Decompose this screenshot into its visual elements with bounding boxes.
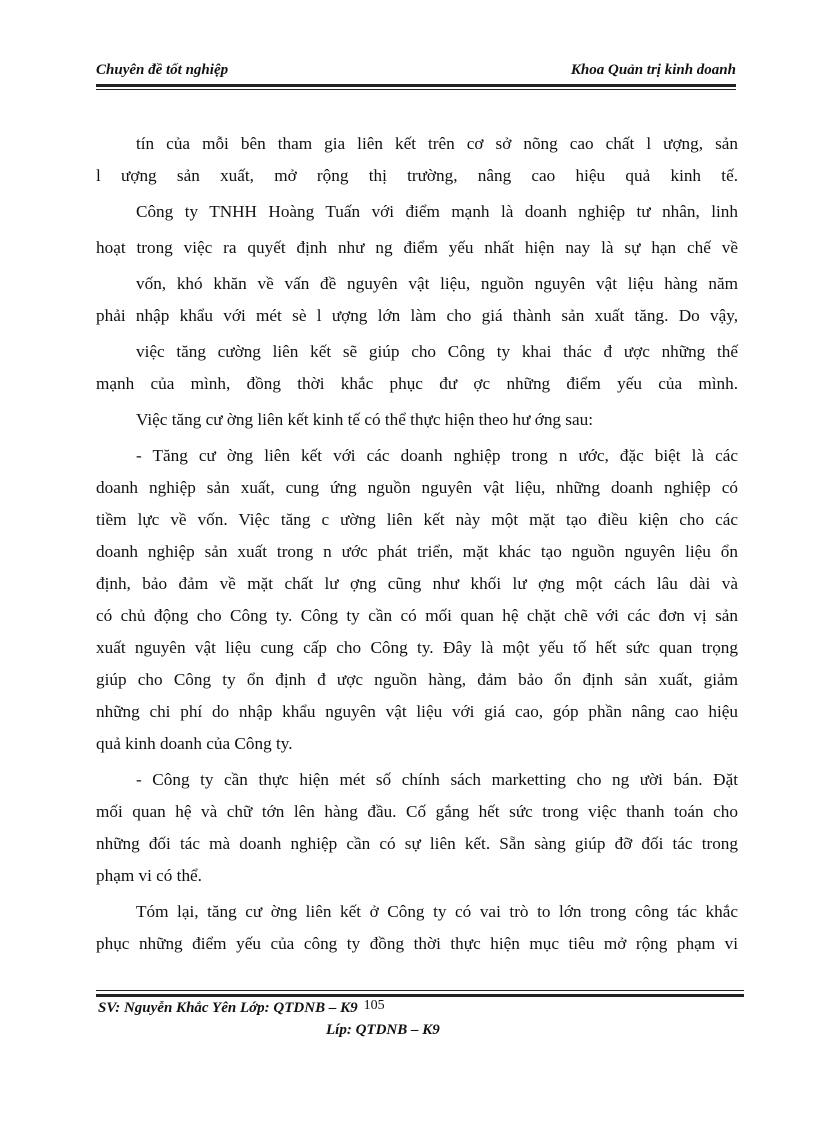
page-number: 105 [363, 998, 385, 1013]
body-line: có chủ động cho Công ty. Công ty cần có mối quan hệ chặt chẽ với các đơn vị sản [96, 606, 738, 625]
footer-rule-thin [96, 990, 744, 991]
body-line: Tóm lại, tăng cư ờng liên kết ở Công ty có vai trò to lớn trong công tác khắc [136, 902, 738, 921]
body-line: doanh nghiệp sản xuất, cung ứng nguồn nguyên vật liệu, những doanh nghiệp có [96, 478, 738, 497]
body-line: việc tăng cường liên kết sẽ giúp cho Công ty khai thác đ ược những thế [136, 342, 738, 361]
body-line: phải nhập khẩu với mét sè l ượng lớn làm cho giá thành sản xuất tăng. Do vậy, [96, 306, 738, 325]
body-line: định, bảo đảm về mặt chất lư ợng cũng như khối lư ợng một cách lâu dài và [96, 574, 738, 593]
body-line: mạnh của mình, đồng thời khắc phục đư ợc những điểm yếu của mình. [96, 374, 738, 393]
body-line: Công ty TNHH Hoàng Tuấn với điểm mạnh là doanh nghiệp tư nhân, linh [136, 202, 738, 221]
footer-student-info: SV: Nguyễn Khắc Yên Lớp: QTDNB – K9 [98, 1000, 358, 1016]
page-header [96, 62, 736, 86]
body-line: Việc tăng cư ờng liên kết kinh tế có thể thực hiện theo hư ớng sau: [136, 410, 593, 429]
body-line: - Tăng cư ờng liên kết với các doanh nghiệp trong n ước, đặc biệt là các [136, 446, 738, 465]
header-left-title: Chuyên đề tốt nghiệp [96, 62, 229, 78]
header-rule-thick [96, 84, 736, 87]
body-line: những chi phí do nhập khẩu nguyên vật liệu với giá cao, góp phần nâng cao hiệu [96, 702, 738, 721]
body-line: doanh nghiệp sản xuất trong n ước phát triển, mặt khác tạo nguồn nguyên liệu ổn [96, 542, 738, 561]
document-body [96, 128, 738, 960]
header-right-title: Khoa Quản trị kinh doanh [570, 62, 736, 78]
body-line: quả kinh doanh của Công ty. [96, 734, 293, 753]
body-line: phạm vi có thể. [96, 866, 202, 885]
body-line: tín của mỗi bên tham gia liên kết trên cơ sở nõng cao chất l ượng, sản [136, 134, 738, 153]
body-line: mối quan hệ và chữ tớn lên hàng đầu. Cố gắng hết sức trong việc thanh toán cho [96, 802, 738, 821]
body-line: vốn, khó khăn về vấn đề nguyên vật liệu, nguồn nguyên vật liệu hàng năm [136, 274, 738, 293]
body-line: những đối tác mà doanh nghiệp cần có sự liên kết. Sẵn sàng giúp đỡ đối tác trong [96, 834, 738, 853]
footer-class-line: Líp: QTDNB – K9 [326, 1022, 440, 1038]
body-line: tiềm lực về vốn. Việc tăng c ường liên kết này một mặt tạo điều kiện cho các [96, 510, 738, 529]
body-line: xuất nguyên vật liệu cung cấp cho Công ty. Đây là một yếu tố hết sức quan trọng [96, 638, 738, 657]
header-rule-thin [96, 89, 736, 90]
footer-rule-thick [96, 994, 744, 997]
body-line: phục những điểm yếu của công ty đồng thời thực hiện mục tiêu mở rộng phạm vi [96, 934, 738, 953]
body-line: l ượng sản xuất, mở rộng thị trường, nâng cao hiệu quả kinh tế. [96, 166, 738, 185]
body-line: - Công ty cần thực hiện mét số chính sách marketting cho ng ười bán. Đặt [136, 770, 738, 789]
body-line: giúp cho Công ty ổn định đ ược nguồn hàng, đảm bảo ổn định sản xuất, giảm [96, 670, 738, 689]
footer-student-line [98, 1000, 385, 1017]
body-line: hoạt trong việc ra quyết định như ng điểm yếu nhất hiện nay là sự hạn chế về [96, 238, 738, 257]
